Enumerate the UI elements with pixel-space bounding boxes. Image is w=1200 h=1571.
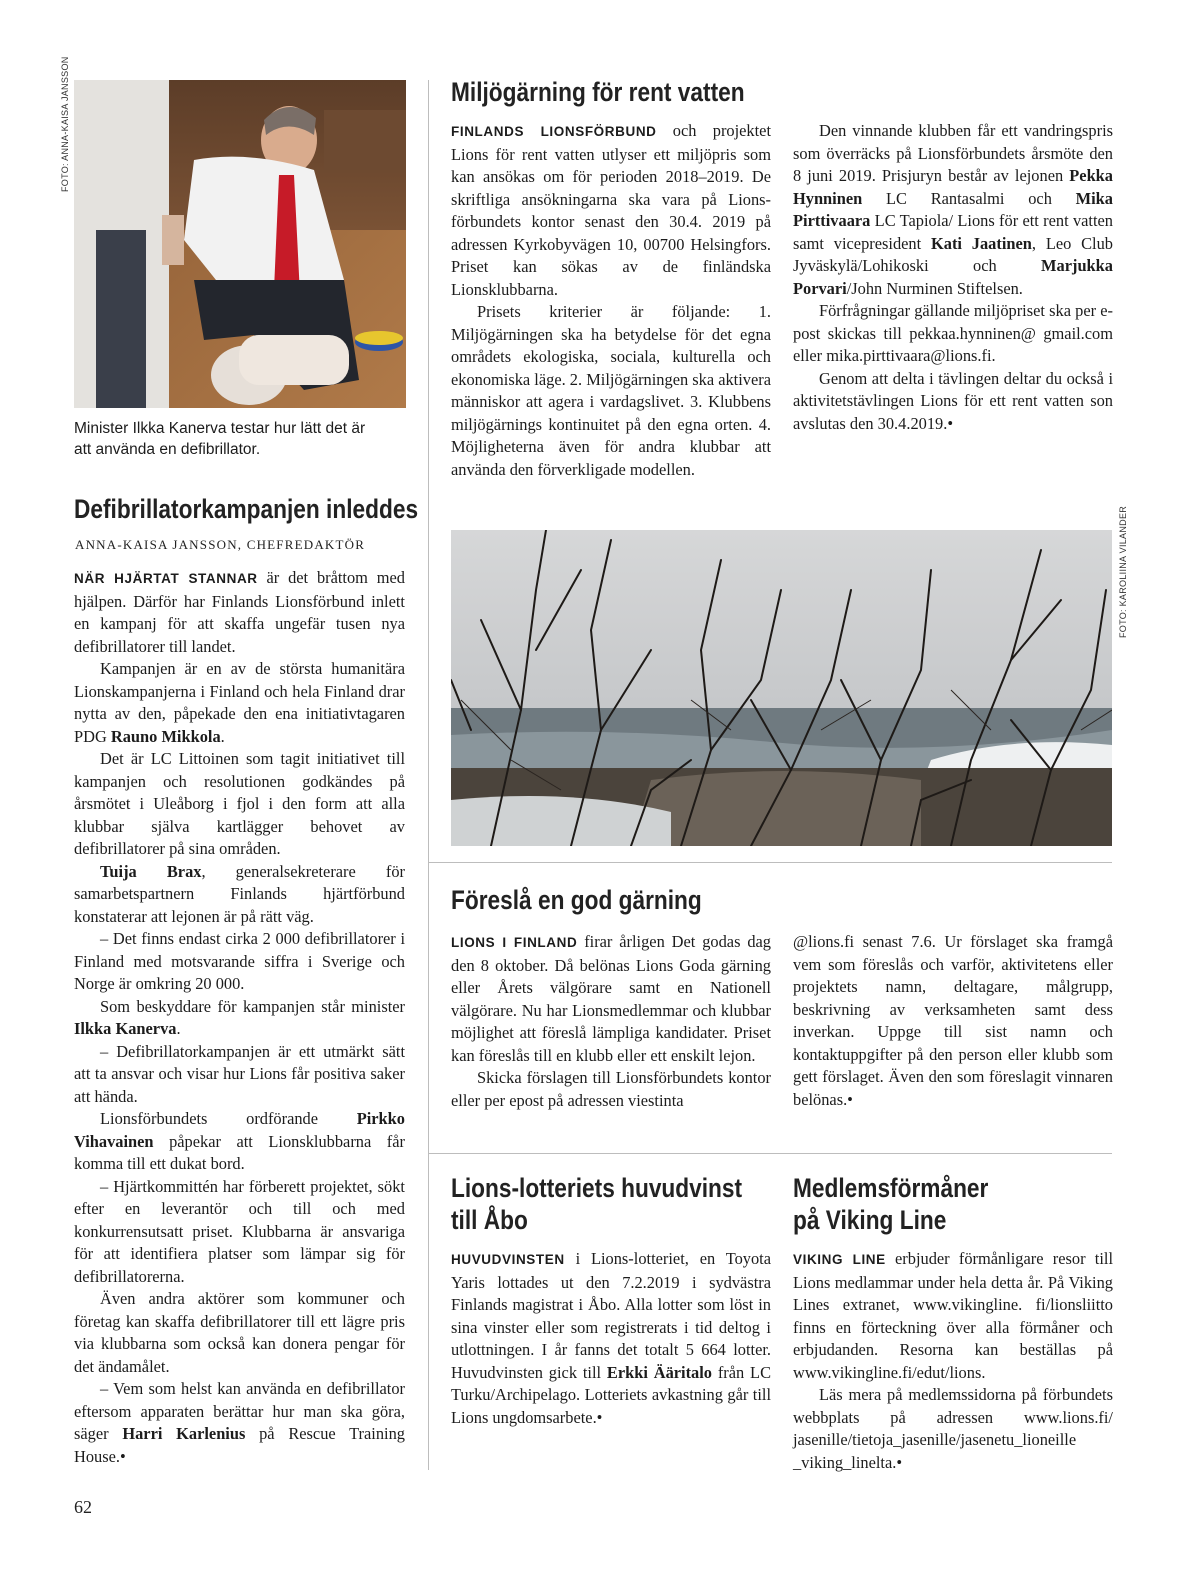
paragraph [793, 120, 1113, 300]
page-number: 62 [74, 1497, 92, 1517]
paragraph [451, 1248, 771, 1429]
person-name: Harri Karlenius [122, 1424, 246, 1443]
text: påpekar att Lionsklubbarna får komma till ett dukat bord. [74, 1131, 405, 1173]
lead-in: HUVUDVINSTEN [451, 1252, 565, 1267]
paragraph [74, 1108, 405, 1176]
person-name: Tuija Brax [100, 861, 202, 881]
text: /John Nurminen Stiftelsen. [846, 278, 1023, 298]
headline-viking-line [793, 1172, 988, 1236]
text: i Lions-lotteriet, en Toyota Yaris lottades ut den 7.2.2019 i sydvästra Finlands magistrat i Åbo. Alla lotter som löst in sina vinster eller som registrerats i tid deltog i utlottningen. I år fanns det totalt 5 664 lotter. Huvudvinsten gick till [451, 1249, 771, 1382]
text: och projektet Lions för rent vatten utlyser ett miljöpris som kan ansökas om för perioden 2018–2019. De skriftliga ansökningarna ska vara på Lions-förbundets kontor senast den 30.4. 2019 på adressen Kyrkobyvägen 10, 00700 Helsingfors. Priset kan sökas av de finländska Lionsklubbarna. [451, 121, 772, 299]
paragraph: @lions.fi senast 7.6. Ur förslaget ska framgå vem som föreslås och varför, aktivitetens eller projektets namn, deltagare, målgrupp, beskrivning av verksamheten samt dess inverkan. Uppge till sist namn och kontaktuppgifter på den person eller klubb som gett förslaget. Även den som föreslagit vinnaren belönas.• [793, 932, 1113, 1109]
headline-line: på Viking Line [793, 1205, 947, 1235]
person-name: Kati Jaatinen [931, 233, 1032, 253]
photo-seashore-branches [451, 530, 1112, 846]
person-name: Rauno Mikkola [110, 726, 221, 746]
text: erbjuder förmånligare resor till Lions medlammar under hela detta år. På Viking Lines extranet, www.vikingline. fi/lionsliitto finns en förteckning över alla förmåner och erbjudanden. Resorna kan beställas på www.vikingline.fi/edut/lions. [793, 1249, 1113, 1382]
paragraph [793, 1248, 1113, 1384]
paragraph [74, 567, 405, 658]
paragraph [451, 931, 771, 1067]
person-name: Erkki Ääritalo [606, 1362, 712, 1382]
paragraph [74, 861, 405, 929]
headline-line: Lions-lotteriets huvudvinst [451, 1173, 743, 1203]
paragraph: Även andra aktörer som kommuner och företag kan skaffa defibrillatorer till ett lägre pris via klubbarna som också kan donera pengar för det ändamålet. [74, 1289, 405, 1376]
person-name: Pirkko Vihavainen [74, 1109, 405, 1151]
headline-line: Medlemsförmåner [793, 1173, 989, 1203]
headline-good-deed: Föreslå en god gärning [451, 885, 702, 915]
paragraph: – Det finns endast cirka 2 000 defibrillatorer i Finland med motsvarande siffra i Sverige och Norge är omkring 20 000. [74, 929, 405, 993]
paragraph: Skicka förslagen till Lionsförbundets kontor eller per epost på adressen viestinta [451, 1068, 771, 1110]
text: från LC Turku/Archipelago. Lotteriets avkastning går till Lions ungdomsarbete.• [451, 1362, 771, 1427]
headline-clean-water: Miljögärning för rent vatten [451, 77, 745, 107]
photo-defibrillator-demo [74, 80, 406, 408]
text: Kampanjen är en av de största humanitära Lionskampanjerna i Finland och hela Finland drar nytta av den, påpekade den ena initiativtagaren PDG [74, 659, 405, 746]
text: Den vinnande klubben får ett vandringspris som överräcks på Lionsförbundets årsmöte den 8 juni 2019. Prisjuryn består av lejonen [793, 121, 1113, 185]
photo-credit: FOTO: KAROLIINA VILANDER [1118, 505, 1128, 638]
text: – Vem som helst kan använda en defibrillator eftersom apparaten berättar hur man ska göra, säger [74, 1379, 405, 1443]
article-body-defibrillator [74, 567, 405, 1468]
paragraph [74, 996, 405, 1041]
photo-caption: Minister Ilkka Kanerva testar hur lätt det är att använda en defibrillator. [74, 420, 366, 458]
paragraph: – Defibrillatorkampanjen är ett utmärkt sätt att ta ansvar och visar hur Lions får positiva saker att hända. [74, 1041, 405, 1106]
article-body-clean-water-col1 [451, 120, 771, 481]
paragraph: Förfrågningar gällande miljöpriset ska per e-post skickas till pekkaa.hynninen@ gmail.com eller mika.pirttivaara@lions.fi. [793, 301, 1113, 365]
lead-in: VIKING LINE [793, 1252, 886, 1267]
headline-line: till Åbo [451, 1205, 528, 1235]
text: . [220, 726, 225, 746]
article-body-lottery [451, 1248, 771, 1429]
person-name: Mika Pirttivaara [793, 188, 1113, 230]
text: . [176, 1019, 181, 1038]
lead-in: FINLANDS LIONSFÖRBUND [451, 124, 657, 139]
section-divider [428, 1153, 1112, 1154]
paragraph: – Hjärtkommittén har förberett projektet, sökt efter en leverantör och till och med konkurrensutsatt priset. Klubbarna är ansvariga för att identifiera platser som lämpar sig för defibrillatorerna. [74, 1176, 405, 1286]
text: är det bråttom med hjälpen. Därför har Finlands Lionsförbund inlett en kampanj för att skaffa ungefär tusen nya defibrillatorer till landet. [74, 568, 405, 656]
section-divider [428, 862, 1112, 863]
photo-credit: FOTO: ANNA-KAISA JANSSON [60, 56, 70, 192]
text: firar årligen Det godas dag den 8 oktober. Då belönas Lions Goda gärning eller Årets välgörare samt en Nationell välgörare. Nu har Lionsmedlemmar och klubbar möjlighet att föreslå lämpliga kandidater. Priset kan föreslås till en klubb eller ett enskilt lejon. [451, 932, 771, 1065]
paragraph [74, 1378, 405, 1468]
byline: ANNA-KAISA JANSSON, CHEFREDAKTÖR [75, 537, 366, 552]
paragraph: Läs mera på medlemssidorna på förbundets webbplats på adressen www.lions.fi/ jasenille/tietoja_jasenille/jasenetu_lioneille _viking_linelta.• [793, 1385, 1113, 1472]
text: LC Rantasalmi och [862, 188, 1076, 208]
paragraph: Genom att delta i tävlingen deltar du också i aktivitetstävlingen Lions för ett rent vatten son avslutas den 30.4.2019.• [793, 368, 1113, 433]
article-body-clean-water-col2 [793, 120, 1113, 435]
paragraph: Prisets kriterier är följande: 1. Miljögärningen ska ha betydelse för det egna områdets ekologiska, sociala, kulturella och ekonomiska läge. 2. Miljögärningen ska aktivera människor att agera i vardagslivet. 3. Klubbens miljögärnings kontinuitet på den egna orten. 4. Möjligheterna även för andra klubbar att använda den förverkligade modellen. [451, 302, 771, 479]
paragraph: Det är LC Littoinen som tagit initiativet till kampanjen och resolutionen godkändes på årsmötet i Uleåborg i fjol i den form att alla klubbar själva kartlägger behovet av defibrillatorer på sina områden. [74, 749, 405, 858]
text: på Rescue Training House.• [74, 1424, 405, 1466]
text: Lionsförbundets ordförande [100, 1109, 357, 1128]
paragraph [451, 120, 771, 301]
column-divider [428, 80, 429, 1470]
headline-lottery [451, 1172, 742, 1236]
article-body-viking-line [793, 1248, 1113, 1474]
text: Som beskyddare för kampanjen står minister [100, 996, 405, 1016]
person-name: Ilkka Kanerva [74, 1019, 177, 1038]
lead-in: NÄR HJÄRTAT STANNAR [74, 571, 258, 586]
person-name: Marjukka Porvari [793, 256, 1113, 298]
headline-defibrillator: Defibrillatorkampanjen inleddes [74, 494, 419, 524]
lead-in: LIONS I FINLAND [451, 935, 578, 950]
article-body-good-deed-col2 [793, 931, 1113, 1111]
article-body-good-deed-col1 [451, 931, 771, 1112]
text: LC Tapiola/ Lions för ett rent vatten samt vicepresident [793, 211, 1113, 253]
text: , Leo Club Jyväskylä/Lohikoski och [793, 233, 1113, 275]
person-name: Pekka Hynninen [793, 166, 1113, 208]
paragraph [74, 658, 405, 748]
text: , generalsekreterare för samarbetspartnern Finlands hjärtförbund konstaterar att lejonen är på rätt väg. [74, 861, 405, 926]
